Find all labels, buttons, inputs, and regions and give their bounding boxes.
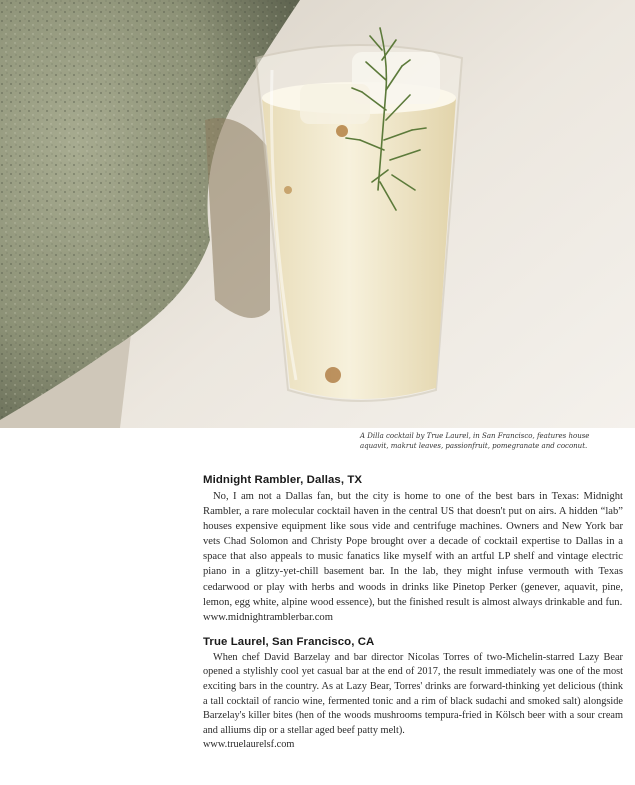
section-heading: Midnight Rambler, Dallas, TX: [203, 474, 363, 486]
section-body: [203, 651, 623, 753]
website-link[interactable]: www.midnightramblerbar.com: [203, 611, 333, 623]
caption-line-2: aquavit, makrut leaves, passionfruit, pomegranate and coconut.: [360, 441, 588, 450]
section-true-laurel: [203, 636, 623, 753]
section-heading: True Laurel, San Francisco, CA: [203, 635, 375, 648]
article: [203, 474, 623, 753]
caption-line-1: A Dilla cocktail by True Laurel, in San Francisco, features house: [360, 432, 590, 440]
section-body: [203, 489, 623, 625]
section-body-text: When chef David Barzelay and bar director Nicolas Torres of two-Michelin-starred Lazy Bear opened a stylishly cool yet casual bar at the end of 2017, the result immediately was one of the most exciting bars in the country. As at Lazy Bear, Torres' drinks are forward-thinking yet delicious (think a tall cocktail of rancio wine, fermented tonic and a rim of black sudachi and smoked salt) alongside Barzelay's killer bites (hen of the woods mushrooms tempura-fried in Kölsch beer with a sour cream and alliums dip or a stellar aged beef patty melt).: [203, 651, 623, 736]
section-midnight-rambler: [203, 474, 623, 625]
website-link[interactable]: www.truelaurelsf.com: [203, 739, 295, 751]
photo-caption: [360, 432, 628, 451]
section-body-text: No, I am not a Dallas fan, but the city is home to one of the best bars in Texas: Midnight Rambler, a rare molecular cocktail haven in the central US that doesn't put on airs. A hidden “lab” houses expensive equipment like sous vide and centrifuge machines. Owners and New York bar vets Chad Solomon and Christy Pope brought over a decade of cocktail expertise to Dallas in a space that also appeals to music fanatics like myself with an artful LP shelf and vintage electric piano in a glitzy-yet-chill basement bar. In the lab, they might infuse vermouth with Texas cedarwood or play with herbs and woods in drinks like Pinetop Perker (genever, aquavit, pine, lemon, egg white, alpine wood essence), but the finished result is almost always drinkable and fun.: [203, 491, 623, 608]
